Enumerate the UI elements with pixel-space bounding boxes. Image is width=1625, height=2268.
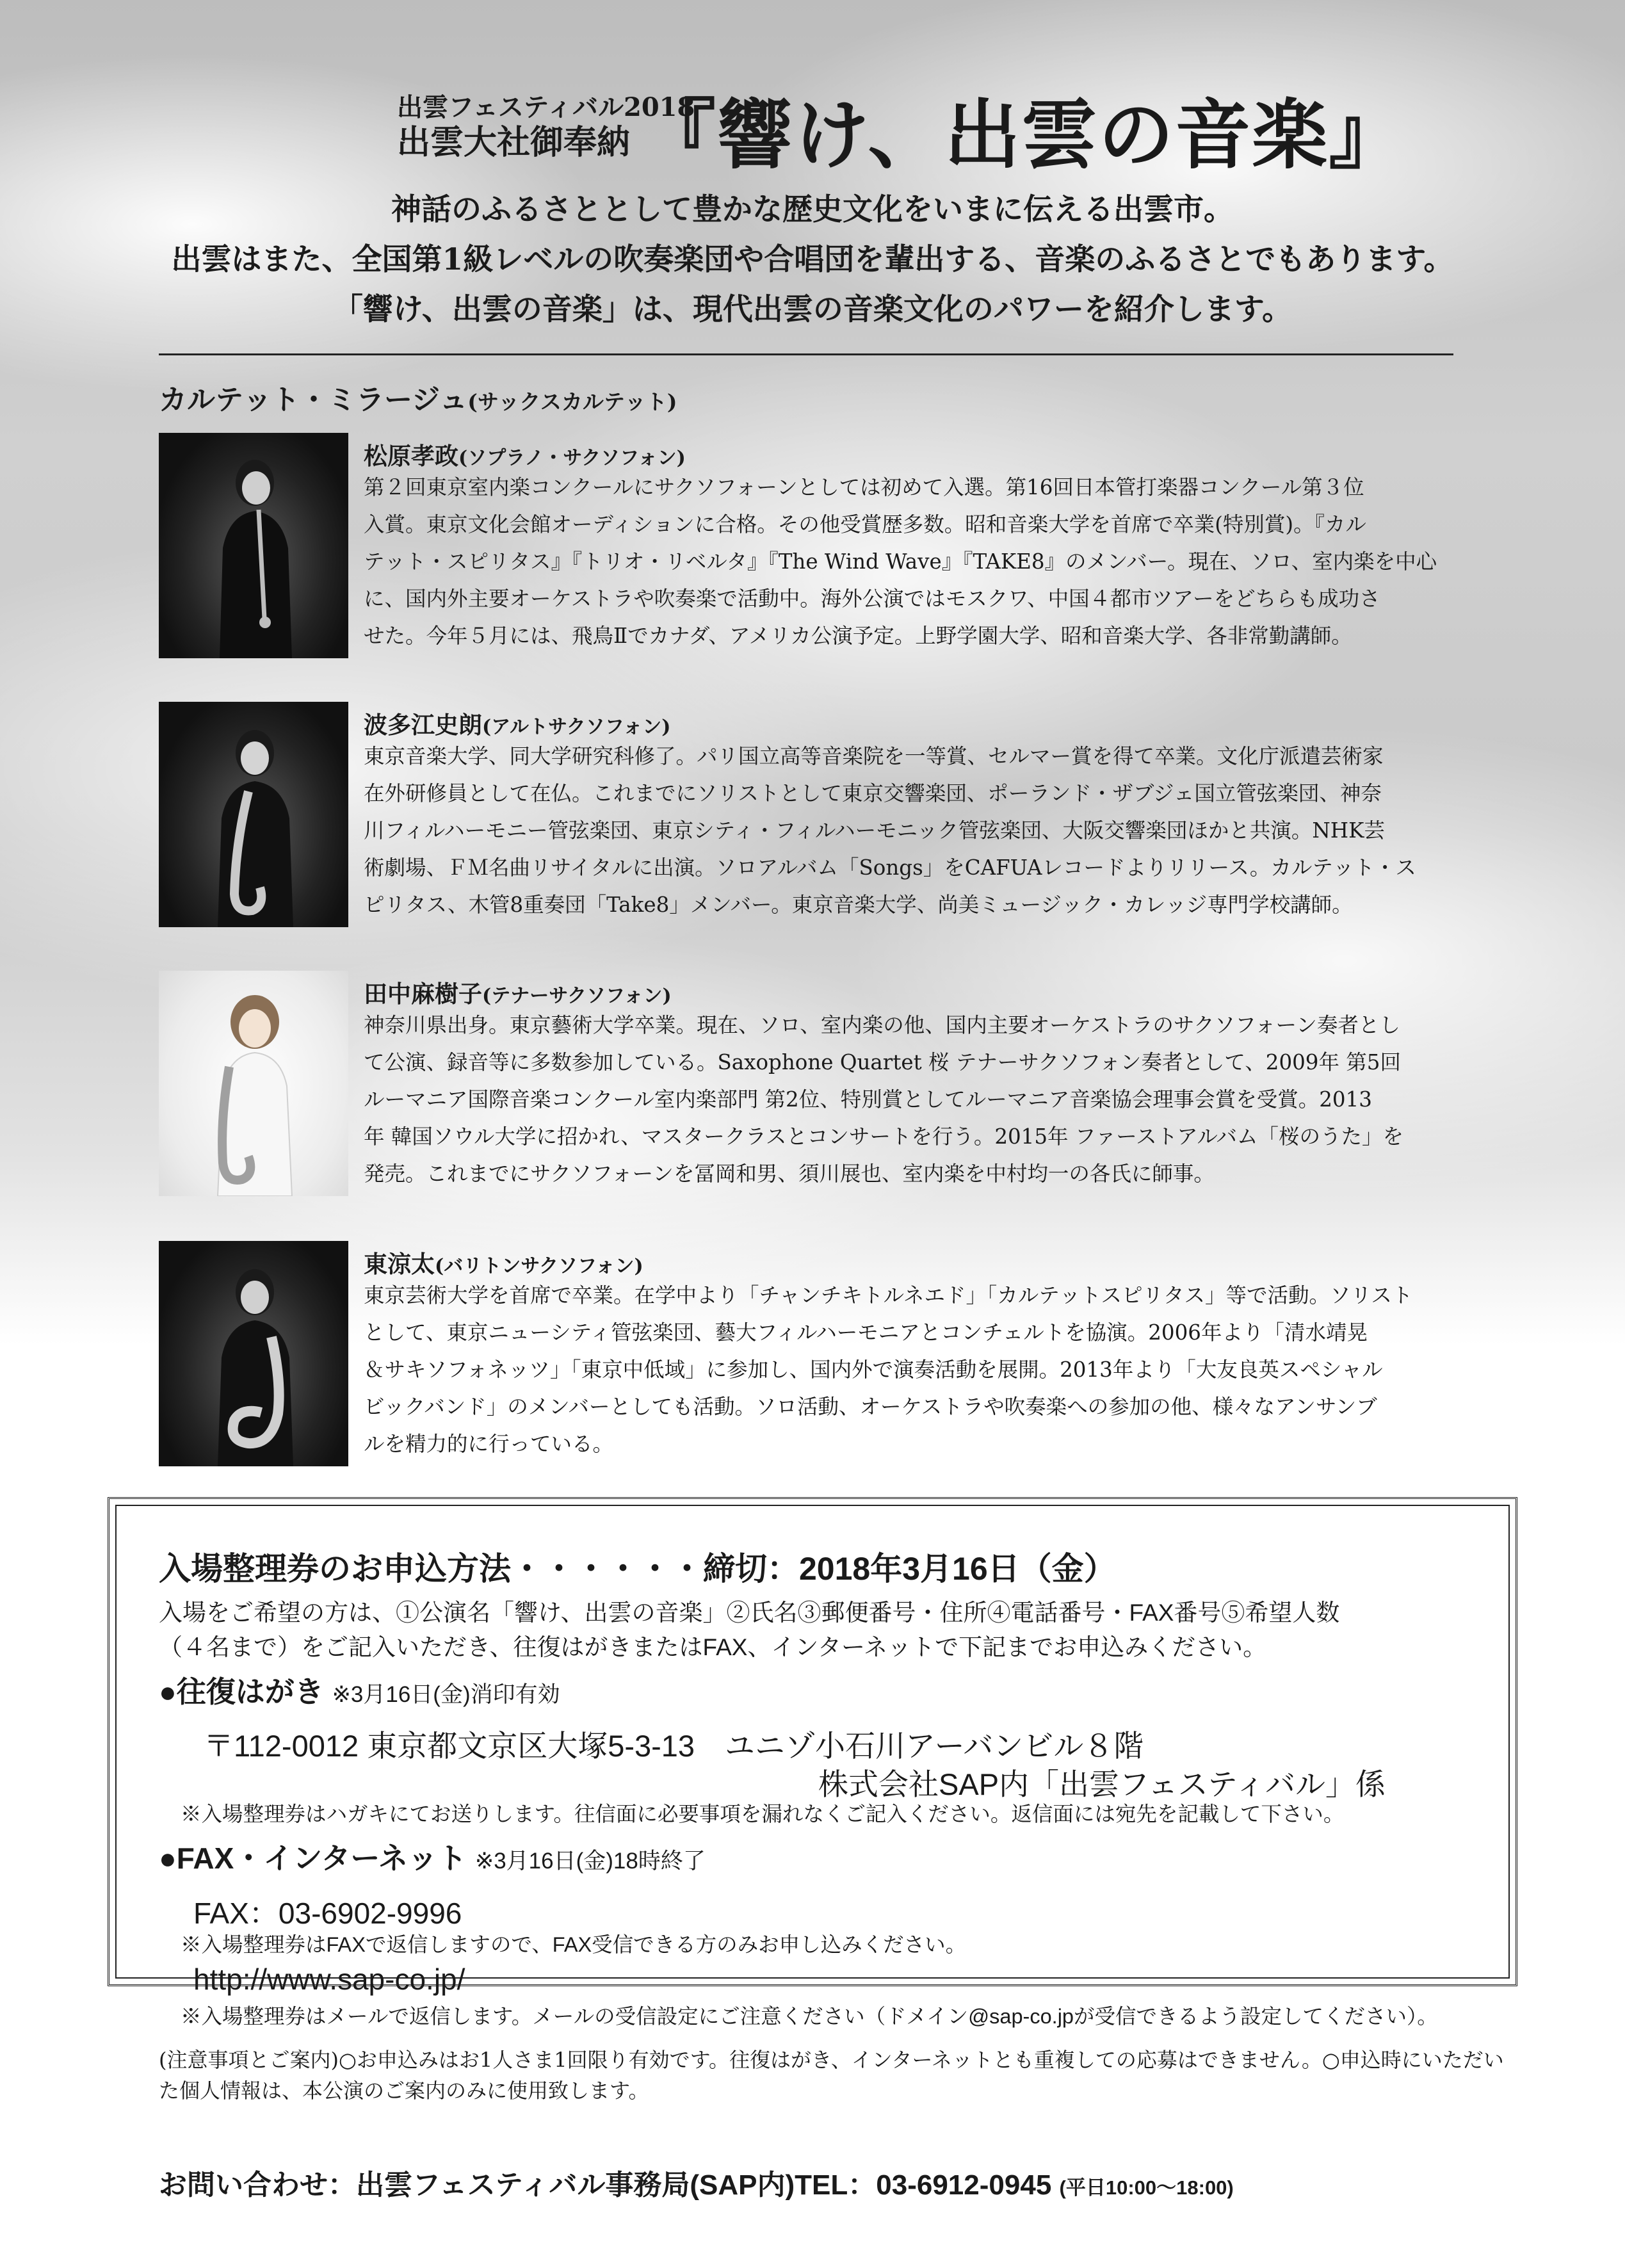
member-role: (バリトンサクソフォン) [435, 1255, 643, 1277]
member-role: (ソプラノ・サクソフォン) [458, 447, 686, 469]
caution-line-2: た個人情報は、本公演のご案内のみに使用致します。 [159, 2078, 649, 2103]
member-name-hatae: 波多江史朗(アルトサクソフォン) [364, 711, 671, 739]
bio-line: 入賞。東京文化会館オーディションに合格。その他受賞歴多数。昭和音楽大学を首席で卒業(特別賞)。『カル [364, 512, 1366, 537]
application-title: 入場整理券のお申込方法・・・・・・締切：2018年3月16日（金） [159, 1551, 1116, 1587]
postcard-remark: ※入場整理券はハガキにてお送りします。往信面に必要事項を漏れなくご記入ください。返信面には宛先を記載して下さい。 [181, 1802, 1345, 1826]
postcard-heading: ●往復はがき ※3月16日(金)消印有効 [159, 1675, 560, 1708]
member-bio-azuma [364, 1277, 1484, 1462]
bio-line: 第２回東京室内楽コンクールにサクソフォーンとしては初めて入選。第16回日本管打楽器コンクール第３位 [364, 475, 1364, 499]
bio-line: として、東京ニューシティ管弦楽団、藝大フィルハーモニアとコンチェルトを協演。2006年より「清水靖晃 [364, 1320, 1368, 1345]
member-name-azuma: 東涼太(バリトンサクソフォン) [364, 1250, 643, 1278]
main-title: 『響け、出雲の音楽』 [640, 90, 1406, 179]
fax-deadline: ※3月16日(金)18時終了 [474, 1849, 706, 1874]
postal-recipient: 株式会社SAP内「出雲フェスティバル」係 [818, 1767, 1386, 1801]
caution-line-1: (注意事項とご案内)○お申込みはお1人さま1回限り有効です。往復はがき、インターネットとも重複しての応募はできません。○申込時にいただい [159, 2048, 1504, 2072]
member-bio-matsubara [364, 469, 1484, 654]
member-photo-azuma [159, 1241, 348, 1466]
ensemble-heading [159, 377, 677, 417]
application-instructions-1: 入場をご希望の方は、①公演名「響け、出雲の音楽」②氏名③郵便番号・住所④電話番号・FAX番号⑤希望人数 [159, 1600, 1340, 1626]
member-photo-matsubara [159, 433, 348, 658]
bio-line: 年 韓国ソウル大学に招かれ、マスタークラスとコンサートを行う。2015年 ファーストアルバム「桜のうた」を [364, 1124, 1404, 1149]
fax-remark: ※入場整理券はFAXで返信しますので、FAX受信できる方のみお申し込みください。 [181, 1933, 967, 1956]
url-remark: ※入場整理券はメールで返信します。メールの受信設定にご注意ください（ドメイン@sap-co.jpが受信できるよう設定してください）。 [181, 2005, 1438, 2028]
bio-line: テット・スピリタス』『トリオ・リベルタ』『The Wind Wave』『TAKE8』のメンバー。現在、ソロ、室内楽を中心 [364, 549, 1437, 574]
bio-line: 東京芸術大学を首席で卒業。在学中より「チャンチキトルネエド」「カルテットスピリタス」等で活動。ソリスト [364, 1283, 1413, 1308]
bio-line: 在外研修員として在仏。これまでにソリストとして東京交響楽団、ポーランド・ザブジェ国立管弦楽団、神奈 [364, 781, 1382, 806]
member-bio-hatae [364, 738, 1484, 923]
bio-line: ルを精力的に行っている。 [364, 1432, 614, 1456]
postal-address: 〒112-0012 東京都文京区大塚5-3-13 ユニゾ小石川アーバンビル８階 [204, 1729, 1144, 1763]
member-photo-tanaka [159, 971, 348, 1196]
member-name-matsubara: 松原孝政(ソプラノ・サクソフォン) [364, 442, 686, 470]
bio-line: せた。今年５月には、飛鳥Ⅱでカナダ、アメリカ公演予定。上野学園大学、昭和音楽大学、各非常勤講師。 [364, 624, 1352, 648]
member-photo-hatae [159, 702, 348, 927]
bio-line: 術劇場、ＦＭ名曲リサイタルに出演。ソロアルバム「Songs」をCAFUAレコードよりリリース。カルテット・ス [364, 855, 1416, 880]
ensemble-type: (サックスカルテット) [467, 389, 677, 414]
bio-line: て公演、録音等に多数参加している。Saxophone Quartet 桜 テナーサクソフォン奏者として、2009年 第5回 [364, 1050, 1401, 1074]
member-bio-tanaka [364, 1007, 1484, 1192]
member-role: (アルトサクソフォン) [482, 716, 671, 738]
bio-line: ルーマニア国際音楽コンクール室内楽部門 第2位、特別賞としてルーマニア音楽協会理事会賞を受賞。2013 [364, 1087, 1372, 1112]
bio-line: 東京音楽大学、同大学研究科修了。パリ国立高等音楽院を一等賞、セルマー賞を得て卒業。文化庁派遣芸術家 [364, 744, 1384, 768]
postcard-deadline: ※3月16日(金)消印有効 [332, 1682, 560, 1707]
inquiry-hours: (平日10:00〜18:00) [1059, 2176, 1234, 2199]
member-name-tanaka: 田中麻樹子(テナーサクソフォン) [364, 980, 672, 1008]
bio-line: 発売。これまでにサクソフォーンを冨岡和男、須川展也、室内楽を中村均一の各氏に師事。 [364, 1162, 1215, 1186]
bio-line: 川フィルハーモニー管弦楽団、東京シティ・フィルハーモニック管弦楽団、大阪交響楽団ほかと共演。NHK芸 [364, 818, 1385, 843]
header-divider [159, 353, 1453, 355]
bio-line: に、国内外主要オーケストラや吹奏楽で活動中。海外公演ではモスクワ、中国４都市ツアーをどちらも成功さ [364, 587, 1380, 611]
bio-line: ピリタス、木管8重奏団「Take8」メンバー。東京音楽大学、尚美ミュージック・カレッジ専門学校講師。 [364, 893, 1353, 917]
fax-internet-heading: ●FAX・インターネット ※3月16日(金)18時終了 [159, 1842, 706, 1875]
member-role: (テナーサクソフォン) [482, 985, 672, 1007]
shrine-dedication: 出雲大社御奉納 [397, 123, 631, 162]
festival-subtitle: 出雲フェスティバル2018 [397, 92, 695, 122]
intro-line-3: 「響け、出雲の音楽」は、現代出雲の音楽文化のパワーを紹介します。 [332, 292, 1293, 327]
bio-line: ビックバンド」のメンバーとしても活動。ソロ活動、オーケストラや吹奏楽への参加の他、様々なアンサンブ [364, 1395, 1377, 1419]
website-url-link[interactable]: http://www.sap-co.jp/ [193, 1963, 465, 1996]
intro-line-1: 神話のふるさととして豊かな歴史文化をいまに伝える出雲市。 [391, 192, 1234, 227]
intro-line-2: 出雲はまた、全国第1級レベルの吹奏楽団や合唱団を輩出する、音楽のふるさとでもあります。 [171, 242, 1454, 277]
application-instructions-2: （４名まで）をご記入いただき、往復はがきまたはFAX、インターネットで下記までお申込みください。 [159, 1634, 1267, 1660]
fax-number: FAX：03-6902-9996 [193, 1897, 462, 1930]
bio-line: ＆サキソフォネッツ」「東京中低域」に参加し、国内外で演奏活動を展開。2013年より「大友良英スペシャル [364, 1357, 1383, 1382]
inquiry-contact: お問い合わせ：出雲フェスティバル事務局(SAP内)TEL：03-6912-0945 (平日10:00〜18:00) [159, 2169, 1234, 2201]
bio-line: 神奈川県出身。東京藝術大学卒業。現在、ソロ、室内楽の他、国内主要オーケストラのサクソフォーン奏者とし [364, 1013, 1400, 1037]
ensemble-name: カルテット・ミラージュ [159, 384, 468, 416]
